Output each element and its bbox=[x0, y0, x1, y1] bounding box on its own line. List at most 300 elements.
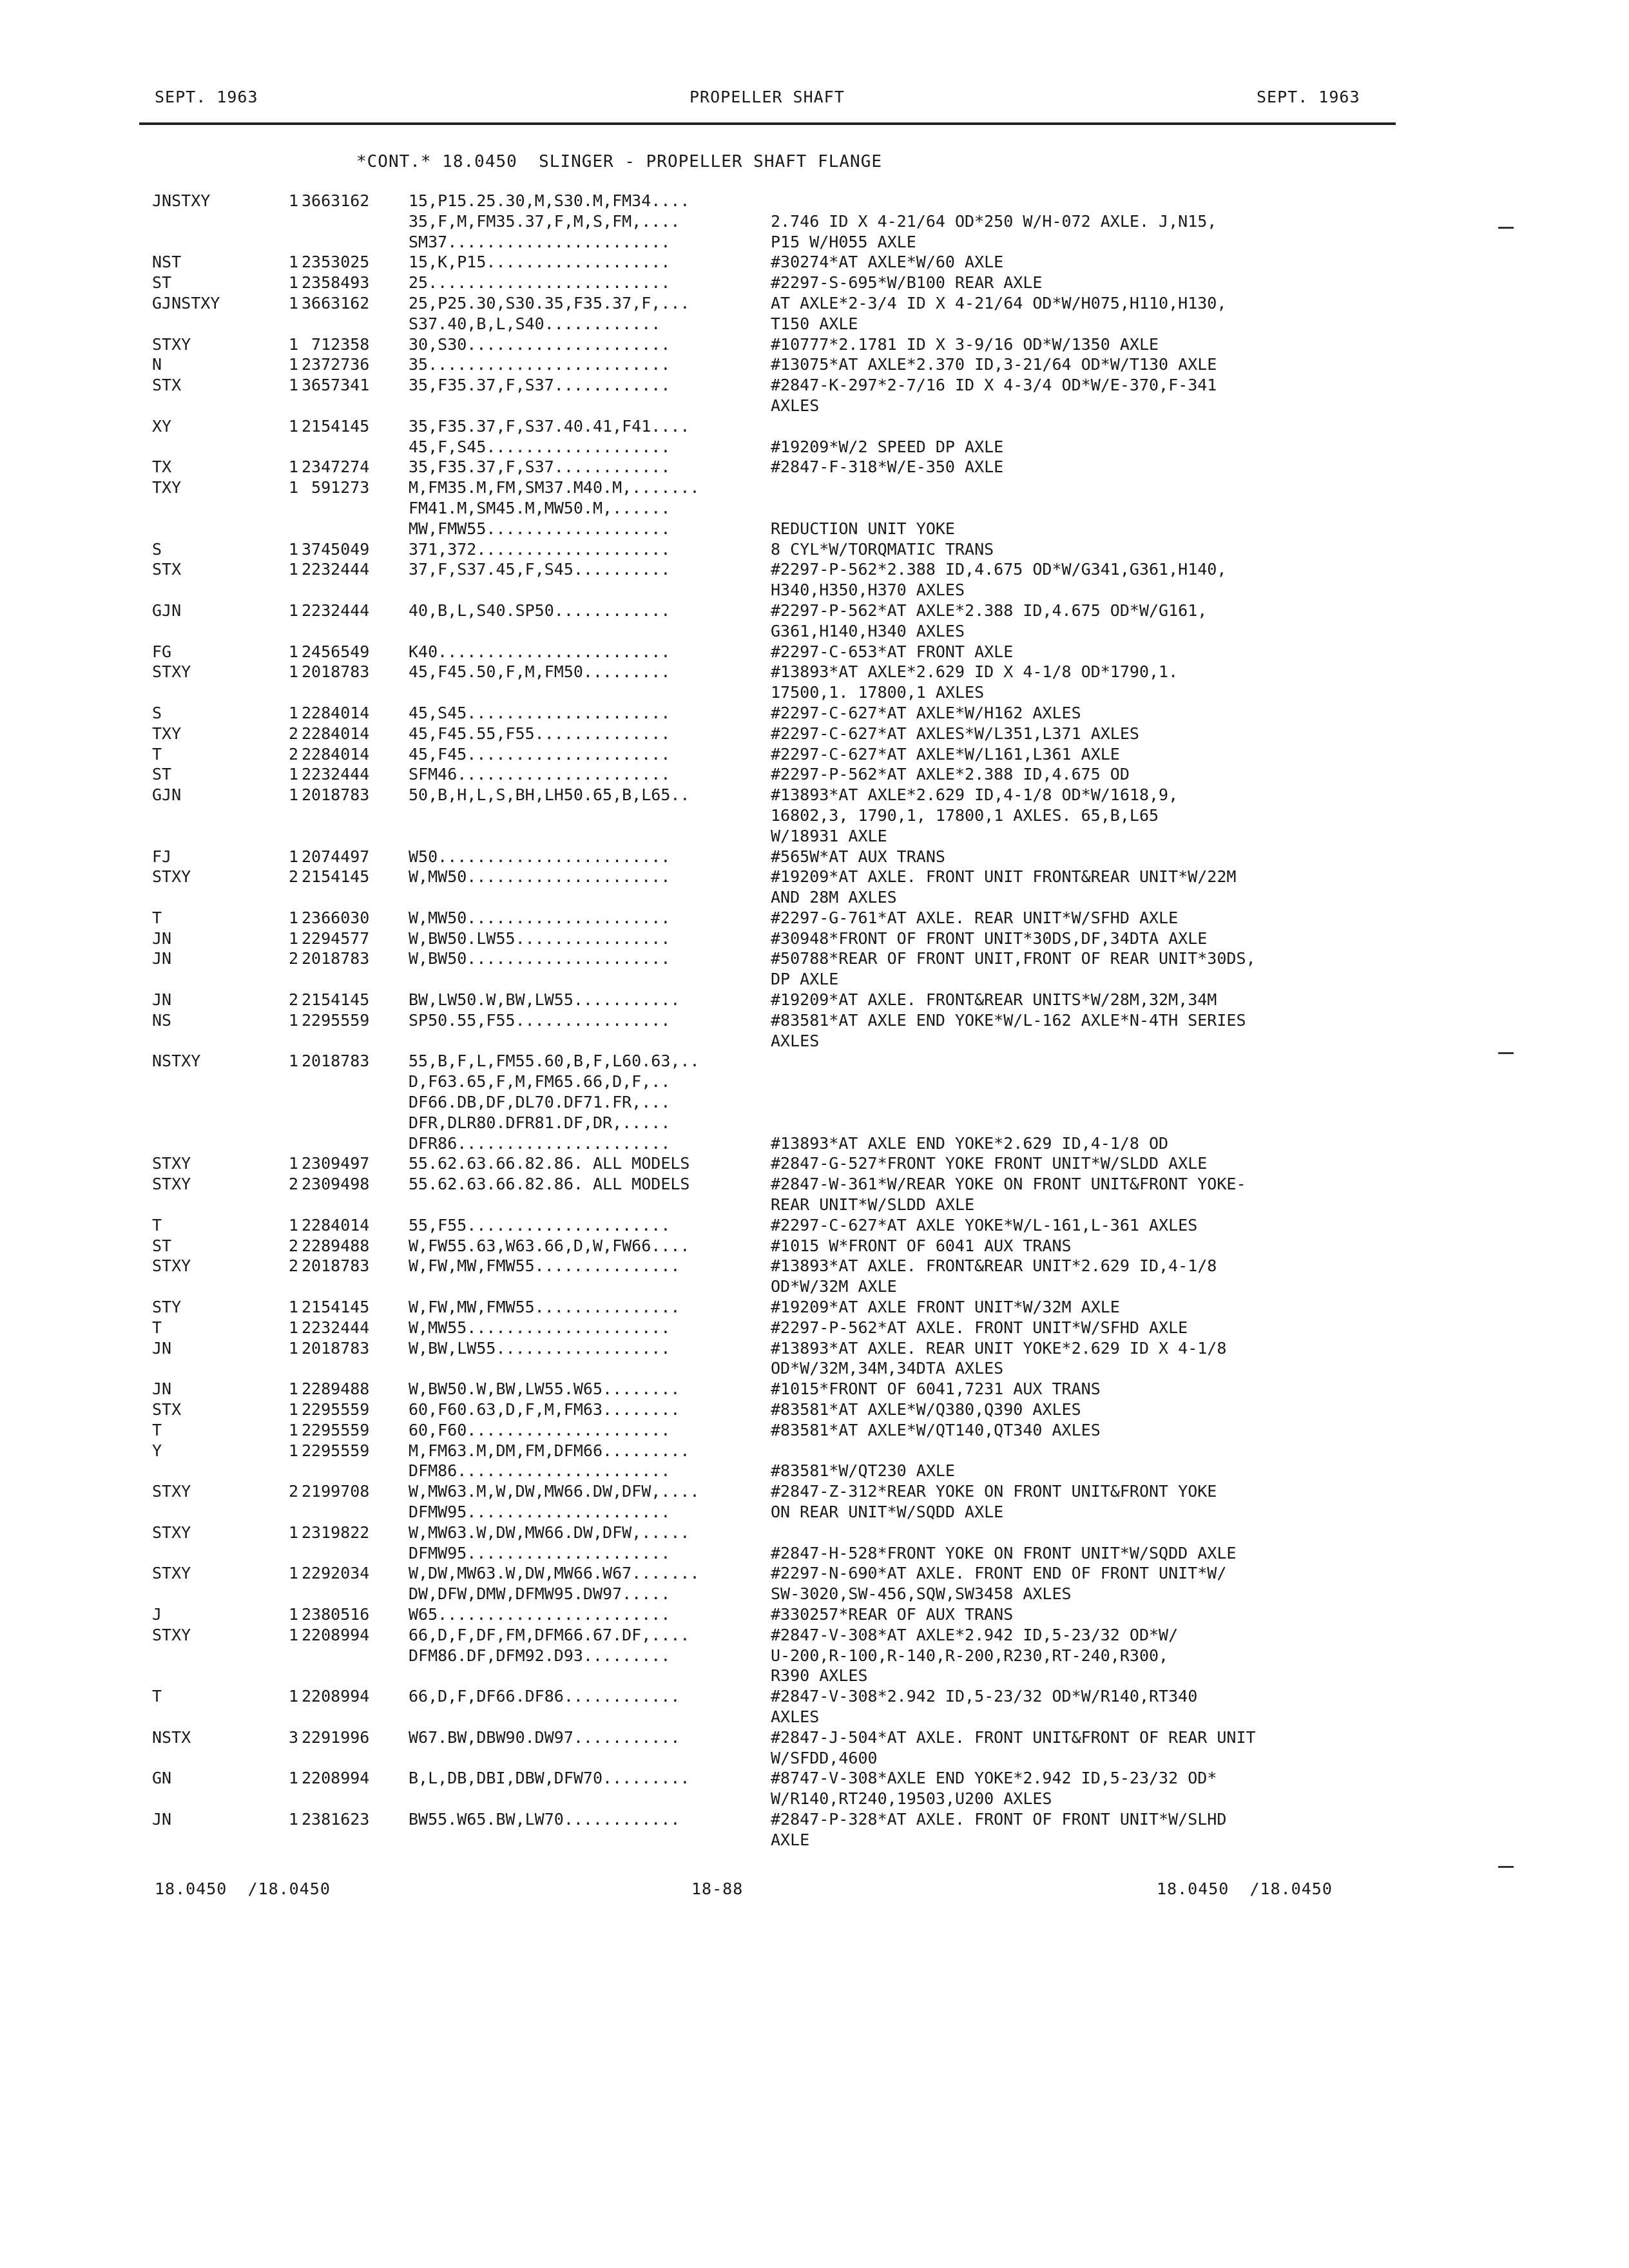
footer-page-number: 18-88 bbox=[691, 1879, 744, 1898]
row-models: W,FW55.63,W63.66,D,W,FW66.... bbox=[409, 1236, 690, 1255]
row-quantity: 2 bbox=[289, 990, 299, 1010]
row-description: OD*W/32M,34M,34DTA AXLES bbox=[771, 1359, 1004, 1378]
row-part-number: 2295559 bbox=[302, 1010, 370, 1030]
row-quantity: 1 bbox=[289, 539, 299, 559]
table-row bbox=[152, 1256, 1402, 1276]
row-part-number: 2232444 bbox=[302, 560, 370, 579]
row-part-number: 2309497 bbox=[302, 1154, 370, 1173]
row-description: #83581*AT AXLE*W/Q380,Q390 AXLES bbox=[771, 1400, 1081, 1419]
row-model-code: JN bbox=[152, 949, 172, 968]
row-models: DW,DFW,DMW,DFMW95.DW97..... bbox=[409, 1584, 671, 1604]
row-quantity: 1 bbox=[289, 1625, 299, 1644]
row-quantity: 2 bbox=[289, 867, 299, 887]
row-description: #2847-Z-312*REAR YOKE ON FRONT UNIT&FRONT YOKE bbox=[771, 1482, 1217, 1501]
row-description: 2.746 ID X 4-21/64 OD*250 W/H-072 AXLE. J,N15, bbox=[771, 211, 1217, 231]
row-description: #2297-P-562*AT AXLE*2.388 ID,4.675 OD*W/G161, bbox=[771, 601, 1208, 620]
row-part-number: 2018783 bbox=[302, 785, 370, 805]
row-quantity: 1 bbox=[289, 1523, 299, 1542]
row-model-code: STXY bbox=[152, 334, 191, 354]
table-row bbox=[152, 1420, 1402, 1441]
row-description: #50788*REAR OF FRONT UNIT,FRONT OF REAR UNIT*30DS, bbox=[771, 949, 1256, 968]
row-models: 55.62.63.66.82.86. ALL MODELS bbox=[409, 1154, 690, 1173]
row-part-number: 2294577 bbox=[302, 928, 370, 948]
row-description: 17500,1. 17800,1 AXLES bbox=[771, 683, 985, 702]
row-description: #2847-J-504*AT AXLE. FRONT UNIT&FRONT OF REAR UNIT bbox=[771, 1727, 1256, 1747]
row-description: #2847-V-308*2.942 ID,5-23/32 OD*W/R140,RT340 bbox=[771, 1687, 1198, 1706]
row-model-code: STXY bbox=[152, 1523, 191, 1542]
row-model-code: TXY bbox=[152, 478, 182, 497]
row-models: SFM46...................... bbox=[409, 765, 671, 784]
row-model-code: STXY bbox=[152, 1482, 191, 1501]
row-models: 35,F35.37,F,S37............ bbox=[409, 457, 671, 477]
row-description: #2297-G-761*AT AXLE. REAR UNIT*W/SFHD AXLE bbox=[771, 908, 1179, 927]
row-part-number: 2208994 bbox=[302, 1687, 370, 1706]
row-model-code: FG bbox=[152, 642, 172, 661]
row-quantity: 1 bbox=[289, 273, 299, 293]
footer-left-ref: 18.0450 /18.0450 bbox=[155, 1879, 331, 1898]
row-models: 30,S30..................... bbox=[409, 334, 671, 354]
table-row bbox=[152, 928, 1402, 949]
row-description: AXLE bbox=[771, 1830, 810, 1849]
row-description: #2297-S-695*W/B100 REAR AXLE bbox=[771, 273, 1043, 293]
table-row bbox=[152, 232, 1402, 253]
row-model-code: JN bbox=[152, 1338, 172, 1358]
row-model-code: NSTX bbox=[152, 1727, 191, 1747]
table-row bbox=[152, 457, 1402, 477]
table-row bbox=[152, 539, 1402, 560]
table-row bbox=[152, 1236, 1402, 1256]
row-quantity: 1 bbox=[289, 928, 299, 948]
table-row bbox=[152, 1563, 1402, 1584]
row-part-number: 2154145 bbox=[302, 416, 370, 436]
row-models: W,MW63.W,DW,MW66.DW,DFW,..... bbox=[409, 1523, 690, 1542]
row-model-code: ST bbox=[152, 765, 172, 784]
row-quantity: 1 bbox=[289, 1769, 299, 1788]
row-description: REAR UNIT*W/SLDD AXLE bbox=[771, 1195, 975, 1215]
table-row bbox=[152, 621, 1402, 642]
table-row bbox=[152, 1748, 1402, 1769]
row-models: SP50.55,F55................ bbox=[409, 1010, 671, 1030]
row-description: #13075*AT AXLE*2.370 ID,3-21/64 OD*W/T130 AXLE bbox=[771, 355, 1217, 374]
table-row bbox=[152, 293, 1402, 314]
row-model-code: STXY bbox=[152, 1175, 191, 1194]
table-row bbox=[152, 662, 1402, 682]
table-row bbox=[152, 1523, 1402, 1543]
row-part-number: 2232444 bbox=[302, 765, 370, 784]
row-part-number: 2295559 bbox=[302, 1441, 370, 1460]
row-quantity: 1 bbox=[289, 642, 299, 661]
row-part-number: 2284014 bbox=[302, 703, 370, 722]
row-quantity: 2 bbox=[289, 724, 299, 743]
row-description: #2297-C-627*AT AXLE YOKE*W/L-161,L-361 AXLES bbox=[771, 1215, 1198, 1235]
row-quantity: 1 bbox=[289, 703, 299, 722]
row-model-code: T bbox=[152, 908, 162, 927]
footer-right-ref: 18.0450 /18.0450 bbox=[1157, 1879, 1333, 1898]
row-model-code: S bbox=[152, 539, 162, 559]
row-model-code: N bbox=[152, 355, 162, 374]
row-model-code: JN bbox=[152, 928, 172, 948]
row-description: #19209*AT AXLE. FRONT&REAR UNITS*W/28M,32M,34M bbox=[771, 990, 1217, 1010]
row-model-code: JN bbox=[152, 1809, 172, 1829]
row-model-code: ST bbox=[152, 273, 172, 293]
row-models: 40,B,L,S40.SP50............ bbox=[409, 601, 671, 620]
row-models: W,BW50.LW55................ bbox=[409, 928, 671, 948]
margin-tick-mark bbox=[1498, 1866, 1514, 1868]
table-row bbox=[152, 642, 1402, 662]
row-quantity: 1 bbox=[289, 785, 299, 805]
row-models: W,BW50..................... bbox=[409, 949, 671, 968]
row-description: W/SFDD,4600 bbox=[771, 1748, 878, 1767]
row-model-code: FJ bbox=[152, 847, 172, 866]
row-description: R390 AXLES bbox=[771, 1666, 868, 1686]
table-row bbox=[152, 805, 1402, 826]
header-rule bbox=[139, 122, 1396, 125]
row-model-code: T bbox=[152, 1318, 162, 1337]
row-quantity: 1 bbox=[289, 1604, 299, 1624]
table-row bbox=[152, 211, 1402, 232]
table-row bbox=[152, 1276, 1402, 1297]
row-models: 66,D,F,DF66.DF86............ bbox=[409, 1687, 680, 1706]
row-quantity: 1 bbox=[289, 293, 299, 312]
table-row bbox=[152, 908, 1402, 928]
row-description: #8747-V-308*AXLE END YOKE*2.942 ID,5-23/32 OD* bbox=[771, 1769, 1217, 1788]
table-row bbox=[152, 826, 1402, 847]
row-models: W50........................ bbox=[409, 847, 671, 866]
table-row bbox=[152, 477, 1402, 498]
table-row bbox=[152, 1318, 1402, 1338]
row-part-number: 3657341 bbox=[302, 376, 370, 395]
row-description: AXLES bbox=[771, 1707, 820, 1726]
row-part-number: 2199708 bbox=[302, 1482, 370, 1501]
row-part-number: 2154145 bbox=[302, 1298, 370, 1317]
row-models: 50,B,H,L,S,BH,LH50.65,B,L65.. bbox=[409, 785, 690, 805]
row-quantity: 2 bbox=[289, 1256, 299, 1276]
row-part-number: 2295559 bbox=[302, 1400, 370, 1419]
table-row bbox=[152, 559, 1402, 580]
row-models: 45,F,S45................... bbox=[409, 437, 671, 456]
table-row bbox=[152, 948, 1402, 969]
row-part-number: 2154145 bbox=[302, 867, 370, 887]
row-description: #30948*FRONT OF FRONT UNIT*30DS,DF,34DTA AXLE bbox=[771, 928, 1208, 948]
row-quantity: 1 bbox=[289, 253, 299, 272]
row-model-code: NSTXY bbox=[152, 1052, 201, 1071]
row-description: #2297-C-627*AT AXLE*W/L161,L361 AXLE bbox=[771, 744, 1120, 764]
row-quantity: 3 bbox=[289, 1727, 299, 1747]
table-row bbox=[152, 1604, 1402, 1625]
table-row bbox=[152, 1543, 1402, 1564]
row-description: P15 W/H055 AXLE bbox=[771, 232, 916, 251]
row-description: REDUCTION UNIT YOKE bbox=[771, 519, 955, 538]
table-row bbox=[152, 1481, 1402, 1502]
row-quantity: 1 bbox=[289, 847, 299, 866]
row-description: W/R140,RT240,19503,U200 AXLES bbox=[771, 1789, 1052, 1809]
table-row bbox=[152, 1666, 1402, 1686]
row-description: #2297-C-627*AT AXLE*W/H162 AXLES bbox=[771, 703, 1081, 722]
row-description: #30274*AT AXLE*W/60 AXLE bbox=[771, 253, 1004, 272]
row-description: #19209*AT AXLE FRONT UNIT*W/32M AXLE bbox=[771, 1298, 1120, 1317]
row-description: AXLES bbox=[771, 1031, 820, 1050]
row-part-number: 2284014 bbox=[302, 744, 370, 764]
row-model-code: S bbox=[152, 703, 162, 722]
table-row bbox=[152, 519, 1402, 539]
table-row bbox=[152, 1010, 1402, 1031]
row-model-code: STXY bbox=[152, 867, 191, 887]
table-row bbox=[152, 1379, 1402, 1399]
row-part-number: 3745049 bbox=[302, 539, 370, 559]
row-quantity: 2 bbox=[289, 744, 299, 764]
table-row bbox=[152, 437, 1402, 457]
row-models: 45,S45..................... bbox=[409, 703, 671, 722]
row-model-code: T bbox=[152, 1687, 162, 1706]
row-part-number: 2372736 bbox=[302, 355, 370, 374]
row-quantity: 1 bbox=[289, 457, 299, 477]
table-row bbox=[152, 1686, 1402, 1707]
row-description: #2847-W-361*W/REAR YOKE ON FRONT UNIT&FRONT YOKE- bbox=[771, 1175, 1246, 1194]
row-models: BW55.W65.BW,LW70............ bbox=[409, 1809, 680, 1829]
row-part-number: 2309498 bbox=[302, 1175, 370, 1194]
row-description: #1015 W*FRONT OF 6041 AUX TRANS bbox=[771, 1236, 1072, 1255]
row-part-number: 2018783 bbox=[302, 1052, 370, 1071]
row-part-number: 2208994 bbox=[302, 1769, 370, 1788]
row-models: 35......................... bbox=[409, 355, 671, 374]
row-models: MW,FMW55................... bbox=[409, 519, 671, 538]
row-model-code: STXY bbox=[152, 662, 191, 682]
table-row bbox=[152, 1215, 1402, 1236]
table-row bbox=[152, 498, 1402, 519]
row-quantity: 1 bbox=[289, 334, 299, 354]
row-model-code: STXY bbox=[152, 1564, 191, 1583]
row-models: 55.62.63.66.82.86. ALL MODELS bbox=[409, 1175, 690, 1194]
row-models: DF66.DB,DF,DL70.DF71.FR,... bbox=[409, 1093, 671, 1112]
row-description: #2847-V-308*AT AXLE*2.942 ID,5-23/32 OD*W/ bbox=[771, 1625, 1179, 1644]
table-row bbox=[152, 764, 1402, 785]
table-row bbox=[152, 785, 1402, 805]
row-description: H340,H350,H370 AXLES bbox=[771, 581, 965, 600]
header-left-date: SEPT. 1963 bbox=[155, 88, 258, 106]
row-models: 45,F45.55,F55.............. bbox=[409, 724, 671, 743]
row-description: #13893*AT AXLE. REAR UNIT YOKE*2.629 ID X 4-1/8 bbox=[771, 1338, 1227, 1358]
row-models: DFR,DLR80.DFR81.DF,DR,..... bbox=[409, 1113, 671, 1132]
table-row bbox=[152, 1113, 1402, 1133]
row-models: 55,B,F,L,FM55.60,B,F,L60.63,.. bbox=[409, 1052, 700, 1071]
row-model-code: TXY bbox=[152, 724, 182, 743]
table-row bbox=[152, 1830, 1402, 1850]
table-row bbox=[152, 1297, 1402, 1318]
row-models: K40........................ bbox=[409, 642, 671, 661]
row-models: B,L,DB,DBI,DBW,DFW70......... bbox=[409, 1769, 690, 1788]
row-description: #83581*AT AXLE END YOKE*W/L-162 AXLE*N-4TH SERIES bbox=[771, 1010, 1246, 1030]
margin-tick-mark bbox=[1498, 1052, 1514, 1054]
row-part-number: 2358493 bbox=[302, 273, 370, 293]
row-models: 60,F60.63,D,F,M,FM63........ bbox=[409, 1400, 680, 1419]
row-description: AND 28M AXLES bbox=[771, 888, 897, 907]
row-models: W,MW55..................... bbox=[409, 1318, 671, 1337]
row-part-number: 3663162 bbox=[302, 293, 370, 312]
row-description: #565W*AT AUX TRANS bbox=[771, 847, 945, 866]
table-row bbox=[152, 1625, 1402, 1646]
row-quantity: 1 bbox=[289, 1809, 299, 1829]
row-part-number: 2366030 bbox=[302, 908, 370, 927]
table-row bbox=[152, 354, 1402, 375]
row-model-code: JNSTXY bbox=[152, 191, 211, 210]
row-description: 8 CYL*W/TORQMATIC TRANS bbox=[771, 539, 994, 559]
row-models: W,MW50..................... bbox=[409, 908, 671, 927]
row-models: 60,F60..................... bbox=[409, 1420, 671, 1439]
row-part-number: 2018783 bbox=[302, 949, 370, 968]
header-right-date: SEPT. 1963 bbox=[1257, 88, 1360, 106]
table-row bbox=[152, 314, 1402, 334]
row-model-code: STXY bbox=[152, 1625, 191, 1644]
row-models: SM37....................... bbox=[409, 232, 671, 251]
table-row bbox=[152, 1195, 1402, 1215]
row-quantity: 2 bbox=[289, 1175, 299, 1194]
table-row bbox=[152, 1441, 1402, 1461]
row-description: #2297-P-562*2.388 ID,4.675 OD*W/G341,G361,H140, bbox=[771, 560, 1227, 579]
row-models: 25......................... bbox=[409, 273, 671, 293]
row-description: #19209*AT AXLE. FRONT UNIT FRONT&REAR UNIT*W/22M bbox=[771, 867, 1237, 887]
row-part-number: 2291996 bbox=[302, 1727, 370, 1747]
row-description: #13893*AT AXLE. FRONT&REAR UNIT*2.629 ID,4-1/8 bbox=[771, 1256, 1217, 1276]
row-description: G361,H140,H340 AXLES bbox=[771, 621, 965, 640]
table-row bbox=[152, 1809, 1402, 1830]
row-model-code: T bbox=[152, 1215, 162, 1235]
row-part-number: 2295559 bbox=[302, 1420, 370, 1439]
table-row bbox=[152, 580, 1402, 601]
row-description: AT AXLE*2-3/4 ID X 4-21/64 OD*W/H075,H110,H130, bbox=[771, 293, 1227, 312]
row-model-code: J bbox=[152, 1604, 162, 1624]
row-quantity: 1 bbox=[289, 376, 299, 395]
table-row bbox=[152, 1789, 1402, 1809]
row-description: #2847-G-527*FRONT YOKE FRONT UNIT*W/SLDD AXLE bbox=[771, 1154, 1208, 1173]
row-model-code: STXY bbox=[152, 1154, 191, 1173]
table-row bbox=[152, 273, 1402, 293]
row-quantity: 1 bbox=[289, 662, 299, 682]
row-models: 66,D,F,DF,FM,DFM66.67.DF,.... bbox=[409, 1625, 690, 1644]
row-models: 35,F,M,FM35.37,F,M,S,FM,.... bbox=[409, 211, 680, 231]
row-model-code: STX bbox=[152, 560, 182, 579]
row-models: W,BW,LW55.................. bbox=[409, 1338, 671, 1358]
row-model-code: NST bbox=[152, 253, 182, 272]
row-part-number: 591273 bbox=[302, 478, 370, 497]
row-description: #83581*W/QT230 AXLE bbox=[771, 1461, 955, 1481]
table-row bbox=[152, 744, 1402, 765]
table-row bbox=[152, 1051, 1402, 1072]
row-model-code: STXY bbox=[152, 1256, 191, 1276]
table-row bbox=[152, 375, 1402, 396]
row-description: #2847-H-528*FRONT YOKE ON FRONT UNIT*W/SQDD AXLE bbox=[771, 1543, 1237, 1562]
row-quantity: 1 bbox=[289, 1338, 299, 1358]
table-row bbox=[152, 1584, 1402, 1604]
row-description: #330257*REAR OF AUX TRANS bbox=[771, 1604, 1014, 1624]
row-description: OD*W/32M AXLE bbox=[771, 1277, 897, 1296]
row-models: W,FW,MW,FMW55............... bbox=[409, 1298, 680, 1317]
row-models: W,FW,MW,FMW55............... bbox=[409, 1256, 680, 1276]
row-part-number: 2018783 bbox=[302, 662, 370, 682]
table-row bbox=[152, 1358, 1402, 1379]
table-row bbox=[152, 396, 1402, 416]
table-row bbox=[152, 1072, 1402, 1092]
row-part-number: 2232444 bbox=[302, 1318, 370, 1337]
row-quantity: 1 bbox=[289, 478, 299, 497]
row-description: #2297-C-653*AT FRONT AXLE bbox=[771, 642, 1014, 661]
table-row bbox=[152, 1338, 1402, 1359]
table-row bbox=[152, 252, 1402, 273]
row-description: #2847-P-328*AT AXLE. FRONT OF FRONT UNIT*W/SLHD bbox=[771, 1809, 1227, 1829]
row-models: W,MW63.M,W,DW,MW66.DW,DFW,.... bbox=[409, 1482, 700, 1501]
row-description: #1015*FRONT OF 6041,7231 AUX TRANS bbox=[771, 1379, 1101, 1399]
header-section-name: PROPELLER SHAFT bbox=[689, 88, 845, 106]
row-models: M,FM35.M,FM,SM37.M40.M,....... bbox=[409, 478, 700, 497]
row-models: 45,F45..................... bbox=[409, 744, 671, 764]
row-models: W,DW,MW63.W,DW,MW66.W67....... bbox=[409, 1564, 700, 1583]
row-model-code: JN bbox=[152, 990, 172, 1010]
row-part-number: 2018783 bbox=[302, 1256, 370, 1276]
row-models: DFMW95..................... bbox=[409, 1543, 671, 1562]
row-model-code: STY bbox=[152, 1298, 182, 1317]
row-part-number: 2289488 bbox=[302, 1379, 370, 1399]
row-description: U-200,R-100,R-140,R-200,R230,RT-240,R300, bbox=[771, 1646, 1169, 1665]
row-description: #2297-C-627*AT AXLES*W/L351,L371 AXLES bbox=[771, 724, 1139, 743]
row-quantity: 1 bbox=[289, 191, 299, 210]
table-row bbox=[152, 1153, 1402, 1174]
row-description: #2847-K-297*2-7/16 ID X 4-3/4 OD*W/E-370,F-341 bbox=[771, 376, 1217, 395]
row-quantity: 1 bbox=[289, 1010, 299, 1030]
table-row bbox=[152, 1646, 1402, 1666]
row-model-code: TX bbox=[152, 457, 172, 477]
row-part-number: 2289488 bbox=[302, 1236, 370, 1255]
row-part-number: 2347274 bbox=[302, 457, 370, 477]
row-part-number: 2208994 bbox=[302, 1625, 370, 1644]
row-models: W67.BW,DBW90.DW97........... bbox=[409, 1727, 680, 1747]
table-row bbox=[152, 601, 1402, 621]
row-model-code: GN bbox=[152, 1769, 172, 1788]
row-quantity: 1 bbox=[289, 1215, 299, 1235]
row-models: 35,F35.37,F,S37............ bbox=[409, 376, 671, 395]
row-quantity: 1 bbox=[289, 1298, 299, 1317]
row-part-number: 2380516 bbox=[302, 1604, 370, 1624]
table-row bbox=[152, 969, 1402, 990]
row-model-code: Y bbox=[152, 1441, 162, 1460]
row-model-code: GJN bbox=[152, 785, 182, 805]
row-part-number: 2381623 bbox=[302, 1809, 370, 1829]
row-description: #13893*AT AXLE*2.629 ID,4-1/8 OD*W/1618,9, bbox=[771, 785, 1179, 805]
table-row bbox=[152, 682, 1402, 703]
row-model-code: T bbox=[152, 744, 162, 764]
row-quantity: 1 bbox=[289, 1318, 299, 1337]
row-description: 16802,3, 1790,1, 17800,1 AXLES. 65,B,L65 bbox=[771, 805, 1159, 825]
table-row bbox=[152, 867, 1402, 887]
table-row bbox=[152, 1399, 1402, 1420]
table-row bbox=[152, 703, 1402, 724]
row-quantity: 1 bbox=[289, 1687, 299, 1706]
row-models: S37.40,B,L,S40............ bbox=[409, 314, 661, 333]
section-title: *CONT.* 18.0450 SLINGER - PROPELLER SHAFT FLANGE bbox=[356, 152, 883, 171]
table-row bbox=[152, 990, 1402, 1010]
row-description: SW-3020,SW-456,SQW,SW3458 AXLES bbox=[771, 1584, 1072, 1604]
row-quantity: 2 bbox=[289, 1236, 299, 1255]
table-row bbox=[152, 1707, 1402, 1727]
row-part-number: 2319822 bbox=[302, 1523, 370, 1542]
row-quantity: 1 bbox=[289, 1441, 299, 1460]
row-quantity: 2 bbox=[289, 1482, 299, 1501]
row-description: ON REAR UNIT*W/SQDD AXLE bbox=[771, 1503, 1004, 1521]
table-row bbox=[152, 191, 1402, 211]
row-quantity: 1 bbox=[289, 908, 299, 927]
row-description: #2297-P-562*AT AXLE*2.388 ID,4.675 OD bbox=[771, 765, 1130, 784]
row-part-number: 2292034 bbox=[302, 1564, 370, 1583]
row-part-number: 2074497 bbox=[302, 847, 370, 866]
parts-listing bbox=[152, 191, 1402, 1850]
